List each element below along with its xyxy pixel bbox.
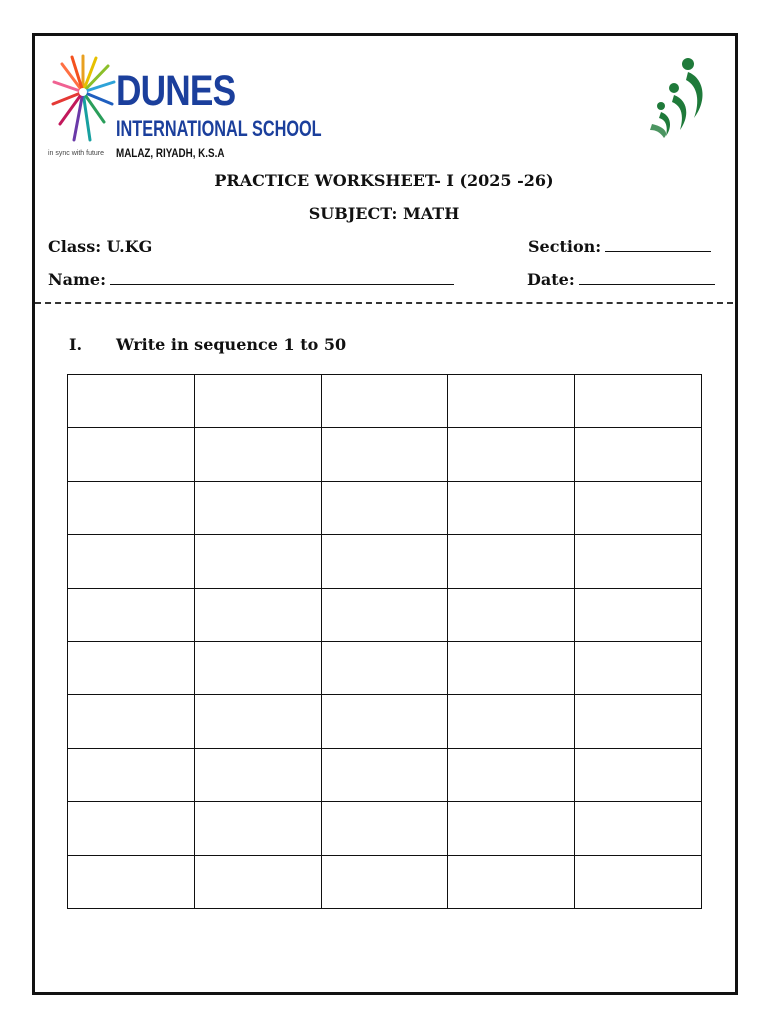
grid-row: [68, 855, 702, 908]
answer-grid: [67, 374, 702, 909]
answer-cell[interactable]: [321, 855, 448, 908]
answer-cell[interactable]: [68, 855, 195, 908]
class-label: Class: U.KG: [48, 237, 153, 256]
answer-cell[interactable]: [575, 375, 702, 428]
grid-row: [68, 428, 702, 481]
answer-cell[interactable]: [575, 588, 702, 641]
answer-cell[interactable]: [194, 641, 321, 694]
answer-cell[interactable]: [68, 535, 195, 588]
grid-row: [68, 695, 702, 748]
answer-cell[interactable]: [575, 535, 702, 588]
answer-cell[interactable]: [194, 588, 321, 641]
grid-row: [68, 535, 702, 588]
answer-cell[interactable]: [575, 855, 702, 908]
grid-row: [68, 375, 702, 428]
answer-cell[interactable]: [448, 641, 575, 694]
answer-cell[interactable]: [194, 535, 321, 588]
answer-cell[interactable]: [448, 481, 575, 534]
answer-cell[interactable]: [321, 802, 448, 855]
answer-cell[interactable]: [68, 428, 195, 481]
question-number: I.: [69, 335, 83, 354]
answer-cell[interactable]: [194, 855, 321, 908]
grid-row: [68, 481, 702, 534]
answer-cell[interactable]: [575, 748, 702, 801]
answer-cell[interactable]: [321, 641, 448, 694]
answer-cell[interactable]: [194, 802, 321, 855]
section-divider: [35, 302, 733, 304]
section-blank-line[interactable]: [605, 237, 711, 252]
school-subtitle: INTERNATIONAL SCHOOL: [116, 116, 322, 141]
answer-cell[interactable]: [575, 428, 702, 481]
grid-row: [68, 588, 702, 641]
section-field: [528, 237, 711, 257]
grid-row: [68, 641, 702, 694]
school-address: MALAZ, RIYADH, K.S.A: [116, 146, 225, 160]
school-tagline: in sync with future: [48, 150, 105, 157]
name-blank-line[interactable]: [110, 270, 454, 285]
answer-cell[interactable]: [68, 481, 195, 534]
answer-cell[interactable]: [321, 481, 448, 534]
answer-cell[interactable]: [194, 481, 321, 534]
answer-cell[interactable]: [448, 855, 575, 908]
answer-cell[interactable]: [194, 428, 321, 481]
question-text: Write in sequence 1 to 50: [116, 335, 347, 354]
answer-cell[interactable]: [448, 588, 575, 641]
grid-row: [68, 802, 702, 855]
answer-cell[interactable]: [68, 375, 195, 428]
answer-cell[interactable]: [321, 588, 448, 641]
answer-cell[interactable]: [68, 748, 195, 801]
date-blank-line[interactable]: [579, 270, 715, 285]
date-field: [527, 270, 715, 290]
answer-cell[interactable]: [321, 375, 448, 428]
family-emblem-icon: [648, 54, 710, 138]
subject-title: SUBJECT: MATH: [308, 204, 460, 223]
school-logo-burst-icon: [50, 52, 116, 144]
worksheet-title: PRACTICE WORKSHEET- I (2025 -26): [214, 171, 554, 190]
answer-cell[interactable]: [321, 535, 448, 588]
answer-cell[interactable]: [448, 695, 575, 748]
name-field: [48, 270, 454, 290]
section-label: Section:: [528, 237, 602, 256]
answer-cell[interactable]: [448, 428, 575, 481]
answer-cell[interactable]: [321, 428, 448, 481]
answer-cell[interactable]: [575, 802, 702, 855]
answer-cell[interactable]: [448, 375, 575, 428]
answer-cell[interactable]: [68, 802, 195, 855]
answer-cell[interactable]: [575, 481, 702, 534]
answer-cell[interactable]: [68, 641, 195, 694]
name-label: Name:: [48, 270, 107, 289]
answer-cell[interactable]: [448, 535, 575, 588]
answer-cell[interactable]: [321, 695, 448, 748]
answer-cell[interactable]: [68, 695, 195, 748]
date-label: Date:: [527, 270, 575, 289]
answer-cell[interactable]: [194, 748, 321, 801]
answer-cell[interactable]: [575, 641, 702, 694]
school-name: DUNES: [116, 67, 236, 115]
answer-cell[interactable]: [448, 748, 575, 801]
answer-cell[interactable]: [448, 802, 575, 855]
answer-cell[interactable]: [68, 588, 195, 641]
answer-cell[interactable]: [321, 748, 448, 801]
answer-cell[interactable]: [194, 375, 321, 428]
grid-row: [68, 748, 702, 801]
answer-cell[interactable]: [575, 695, 702, 748]
answer-cell[interactable]: [194, 695, 321, 748]
